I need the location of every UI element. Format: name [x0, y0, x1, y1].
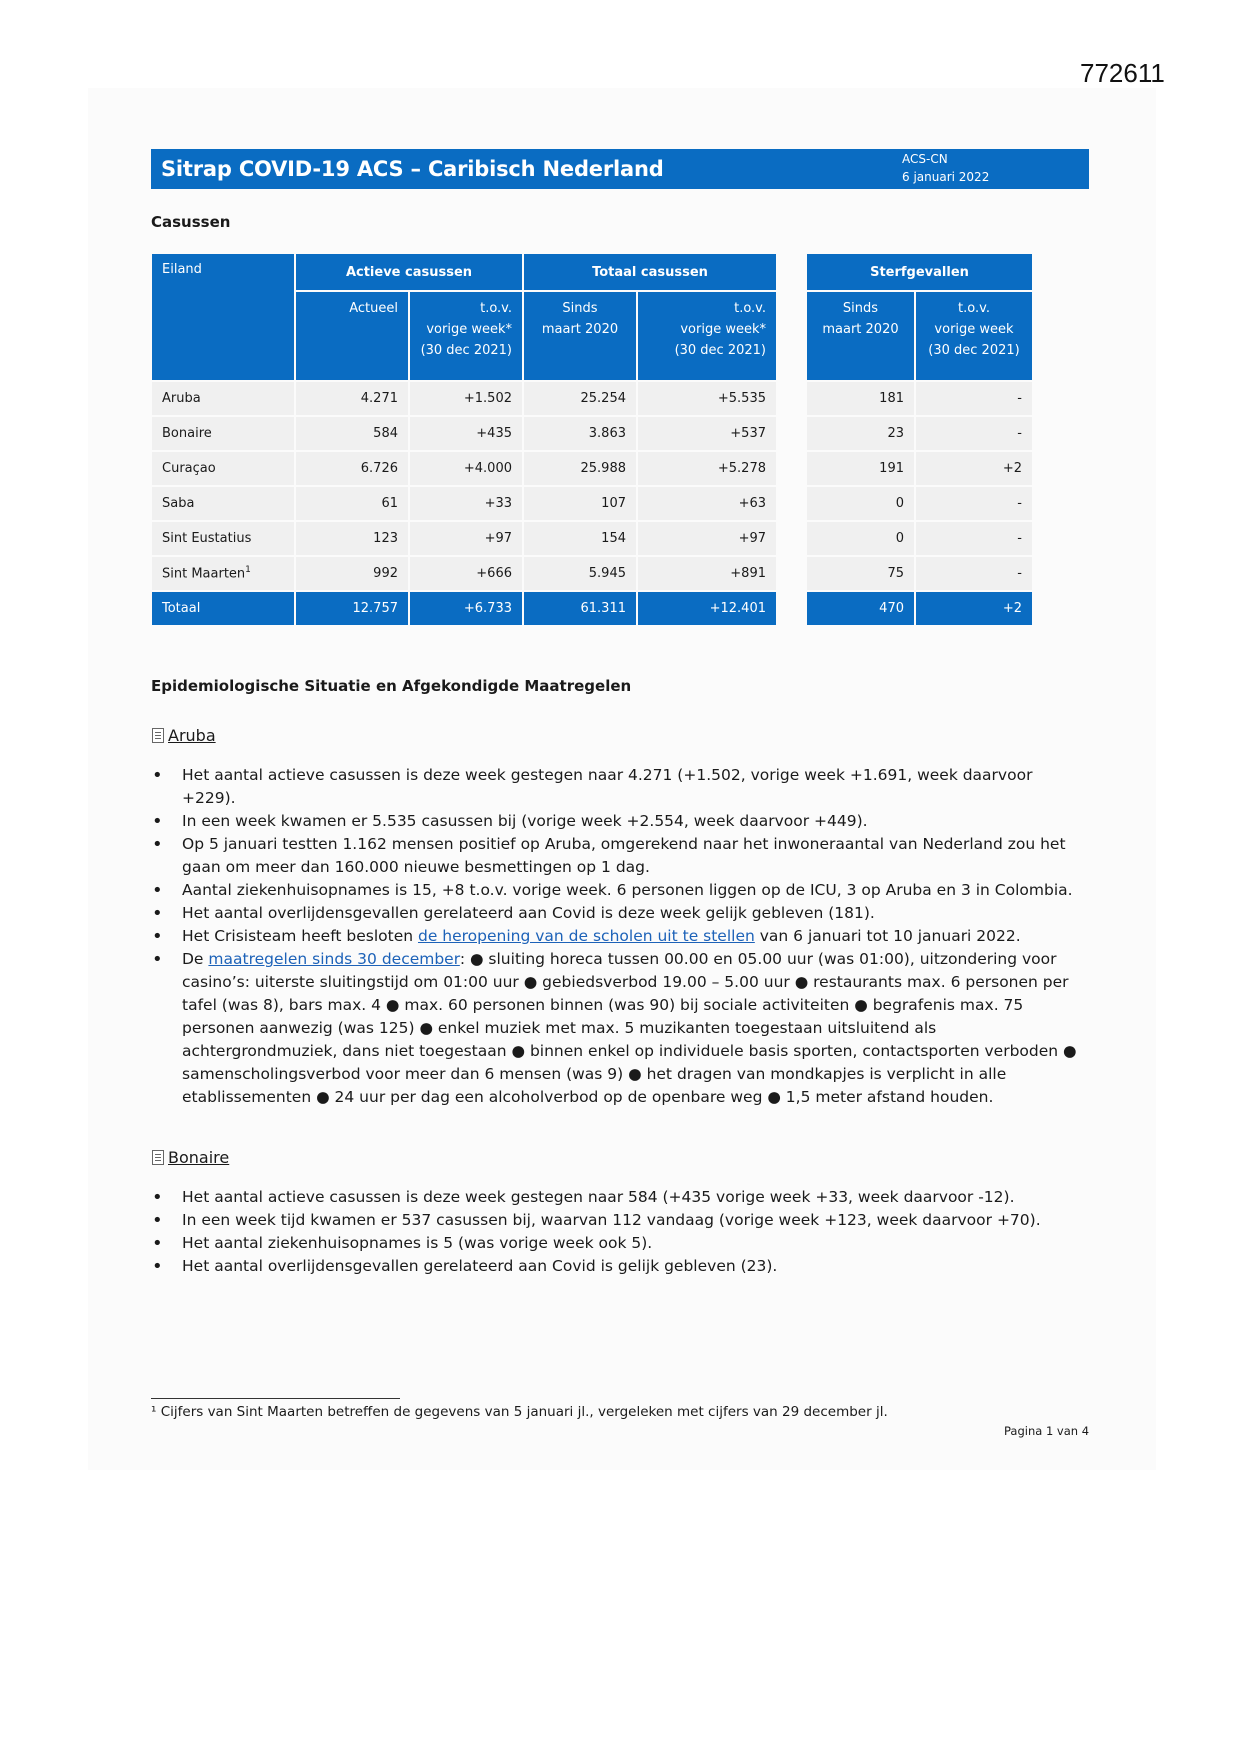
cell-totaal-tov: +97: [638, 522, 776, 555]
list-item: • Het aantal actieve casussen is deze week gestegen naar 4.271 (+1.502, vorige week +1.691, week daarvoor +229).: [152, 764, 1082, 810]
table-row: [152, 557, 776, 590]
cell-actief-tov: +1.502: [410, 382, 522, 415]
table-total-row: [152, 592, 776, 625]
cell-totaal-sinds: 3.863: [524, 417, 636, 450]
footnote: ¹ Cijfers van Sint Maarten betreffen de gegevens van 5 januari jl., vergeleken met cijfers van 29 december jl.: [151, 1404, 888, 1420]
column-header-totaal-sinds: Sinds maart 2020: [524, 292, 636, 380]
column-header-sterf-sinds: Sinds maart 2020: [807, 292, 914, 380]
row-label: Bonaire: [152, 417, 294, 450]
table-row: [807, 487, 1032, 520]
column-header-eiland: Eiland: [152, 254, 294, 380]
cell-totaal-tov: +5.535: [638, 382, 776, 415]
aruba-bullet-list: [152, 764, 1082, 1109]
row-label: Curaçao: [152, 452, 294, 485]
cell-actueel: 12.757: [296, 592, 408, 625]
section-heading-epidemiologie: Epidemiologische Situatie en Afgekondigde Maatregelen: [151, 677, 632, 695]
list-item: • Op 5 januari testten 1.162 mensen positief op Aruba, omgerekend naar het inwoneraantal van Nederland zou het gaan om meer dan 160.000 nieuwe besmettingen op 1 dag.: [152, 833, 1082, 879]
cases-table-group-header: [152, 254, 776, 290]
title-banner: [151, 149, 1089, 189]
deaths-table-sub-header: [807, 292, 1032, 380]
document-icon: [152, 1150, 164, 1165]
cell-actueel: 584: [296, 417, 408, 450]
row-label: Sint Eustatius: [152, 522, 294, 555]
list-item: • Het aantal ziekenhuisopnames is 5 (was vorige week ook 5).: [152, 1232, 1082, 1255]
cell-sterf-tov: +2: [916, 592, 1032, 625]
deaths-table-group-header: [807, 254, 1032, 290]
list-item: • Het aantal overlijdensgevallen gerelateerd aan Covid is deze week gelijk gebleven (181).: [152, 902, 1082, 925]
island-heading-aruba: [152, 726, 216, 745]
table-row: [152, 417, 776, 450]
cell-actief-tov: +666: [410, 557, 522, 590]
cell-actueel: 6.726: [296, 452, 408, 485]
cell-actueel: 4.271: [296, 382, 408, 415]
list-item: • Het aantal overlijdensgevallen gerelateerd aan Covid is gelijk gebleven (23).: [152, 1255, 1082, 1278]
cell-actueel: 61: [296, 487, 408, 520]
list-item: • Het Crisisteam heeft besloten de heropening van de scholen uit te stellen van 6 januari tot 10 januari 2022.: [152, 925, 1082, 948]
schools-link[interactable]: de heropening van de scholen uit te stellen: [417, 927, 755, 945]
measures-link[interactable]: maatregelen sinds 30 december: [208, 950, 460, 968]
cell-sterf-tov: -: [916, 487, 1032, 520]
island-heading-bonaire: [152, 1148, 229, 1167]
page-title: Sitrap COVID-19 ACS – Caribisch Nederland: [161, 157, 664, 181]
cell-totaal-sinds: 61.311: [524, 592, 636, 625]
island-title: Aruba: [168, 726, 216, 745]
cell-totaal-sinds: 154: [524, 522, 636, 555]
cell-actief-tov: +6.733: [410, 592, 522, 625]
list-item: • Aantal ziekenhuisopnames is 15, +8 t.o.v. vorige week. 6 personen liggen op de ICU, 3 op Aruba en 3 in Colombia.: [152, 879, 1082, 902]
table-row: [152, 382, 776, 415]
table-row: [807, 452, 1032, 485]
section-heading-casussen: Casussen: [151, 213, 231, 231]
cell-sterf-sinds: 23: [807, 417, 914, 450]
table-row: [807, 382, 1032, 415]
group-header-sterfgevallen: Sterfgevallen: [807, 254, 1032, 290]
cell-actief-tov: +33: [410, 487, 522, 520]
island-title: Bonaire: [168, 1148, 230, 1167]
bonaire-bullet-list: [152, 1186, 1082, 1278]
cell-totaal-tov: +891: [638, 557, 776, 590]
column-header-totaal-tov: t.o.v. vorige week* (30 dec 2021): [638, 292, 776, 380]
cell-sterf-tov: -: [916, 557, 1032, 590]
row-label: Totaal: [152, 592, 294, 625]
footnote-divider: [151, 1398, 400, 1399]
cell-totaal-sinds: 107: [524, 487, 636, 520]
table-row: [807, 557, 1032, 590]
cell-sterf-sinds: 470: [807, 592, 914, 625]
cell-totaal-tov: +12.401: [638, 592, 776, 625]
cell-totaal-sinds: 5.945: [524, 557, 636, 590]
cell-sterf-sinds: 191: [807, 452, 914, 485]
column-header-actief-tov: t.o.v. vorige week* (30 dec 2021): [410, 292, 522, 380]
cases-table: [150, 252, 778, 627]
document-id: 772611: [1080, 58, 1165, 88]
table-row: [152, 522, 776, 555]
table-row: [807, 522, 1032, 555]
cell-totaal-tov: +5.278: [638, 452, 776, 485]
cell-actueel: 123: [296, 522, 408, 555]
cell-totaal-tov: +537: [638, 417, 776, 450]
cell-actueel: 992: [296, 557, 408, 590]
table-row: [152, 487, 776, 520]
group-header-totaal: Totaal casussen: [524, 254, 776, 290]
cell-sterf-sinds: 0: [807, 487, 914, 520]
table-row: [152, 452, 776, 485]
row-label: Saba: [152, 487, 294, 520]
cell-sterf-sinds: 0: [807, 522, 914, 555]
column-header-actueel: Actueel: [296, 292, 408, 380]
document-icon: [152, 728, 164, 743]
group-header-actieve: Actieve casussen: [296, 254, 522, 290]
table-row: [807, 417, 1032, 450]
row-label: Sint Maarten$^1$: [152, 557, 294, 590]
cell-totaal-tov: +63: [638, 487, 776, 520]
list-item: • De maatregelen sinds 30 december: ● sluiting horeca tussen 00.00 en 05.00 uur (was 01:00), uitzondering voor casino’s: uiterste sluitingstijd om 01:00 uur ● gebiedsverbod 19.00 – 5.00 uur ● restaurants max. 6 personen per tafel (was 8), bars max. 4 ● max. 60 personen binnen (was 90) bij sociale activiteiten ● begrafenis max. 75 personen aanwezig (was 125) ● enkel muziek met max. 5 muzikanten toegestaan uitsluitend als achtergrondmuziek, dans niet toegestaan ● binnen enkel op individuele basis sporten, contactsporten verboden ● samenscholingsverbod voor meer dan 6 mensen (was 9) ● het dragen van mondkapjes is verplicht in alle etablissementen ● 24 uur per dag een alcoholverbod op de openbare weg ● 1,5 meter afstand houden.: [152, 948, 1082, 1109]
cell-sterf-sinds: 75: [807, 557, 914, 590]
cell-actief-tov: +4.000: [410, 452, 522, 485]
cell-sterf-sinds: 181: [807, 382, 914, 415]
page-number: Pagina 1 van 4: [1004, 1424, 1090, 1438]
list-item: • Het aantal actieve casussen is deze week gestegen naar 584 (+435 vorige week +33, week daarvoor -12).: [152, 1186, 1082, 1209]
cell-totaal-sinds: 25.988: [524, 452, 636, 485]
table-total-row: [807, 592, 1032, 625]
column-header-sterf-tov: t.o.v. vorige week (30 dec 2021): [916, 292, 1032, 380]
cell-sterf-tov: +2: [916, 452, 1032, 485]
list-item: • In een week tijd kwamen er 537 casussen bij, waarvan 112 vandaag (vorige week +123, week daarvoor +70).: [152, 1209, 1082, 1232]
cell-sterf-tov: -: [916, 382, 1032, 415]
cell-actief-tov: +435: [410, 417, 522, 450]
list-item: • In een week kwamen er 5.535 casussen bij (vorige week +2.554, week daarvoor +449).: [152, 810, 1082, 833]
deaths-table: [805, 252, 1034, 627]
footnote-marker: 1: [245, 565, 251, 576]
row-label: Aruba: [152, 382, 294, 415]
cell-sterf-tov: -: [916, 522, 1032, 555]
organization-label: ACS-CN: [902, 152, 948, 166]
cell-sterf-tov: -: [916, 417, 1032, 450]
report-date: 6 januari 2022: [902, 170, 990, 184]
cell-totaal-sinds: 25.254: [524, 382, 636, 415]
cell-actief-tov: +97: [410, 522, 522, 555]
